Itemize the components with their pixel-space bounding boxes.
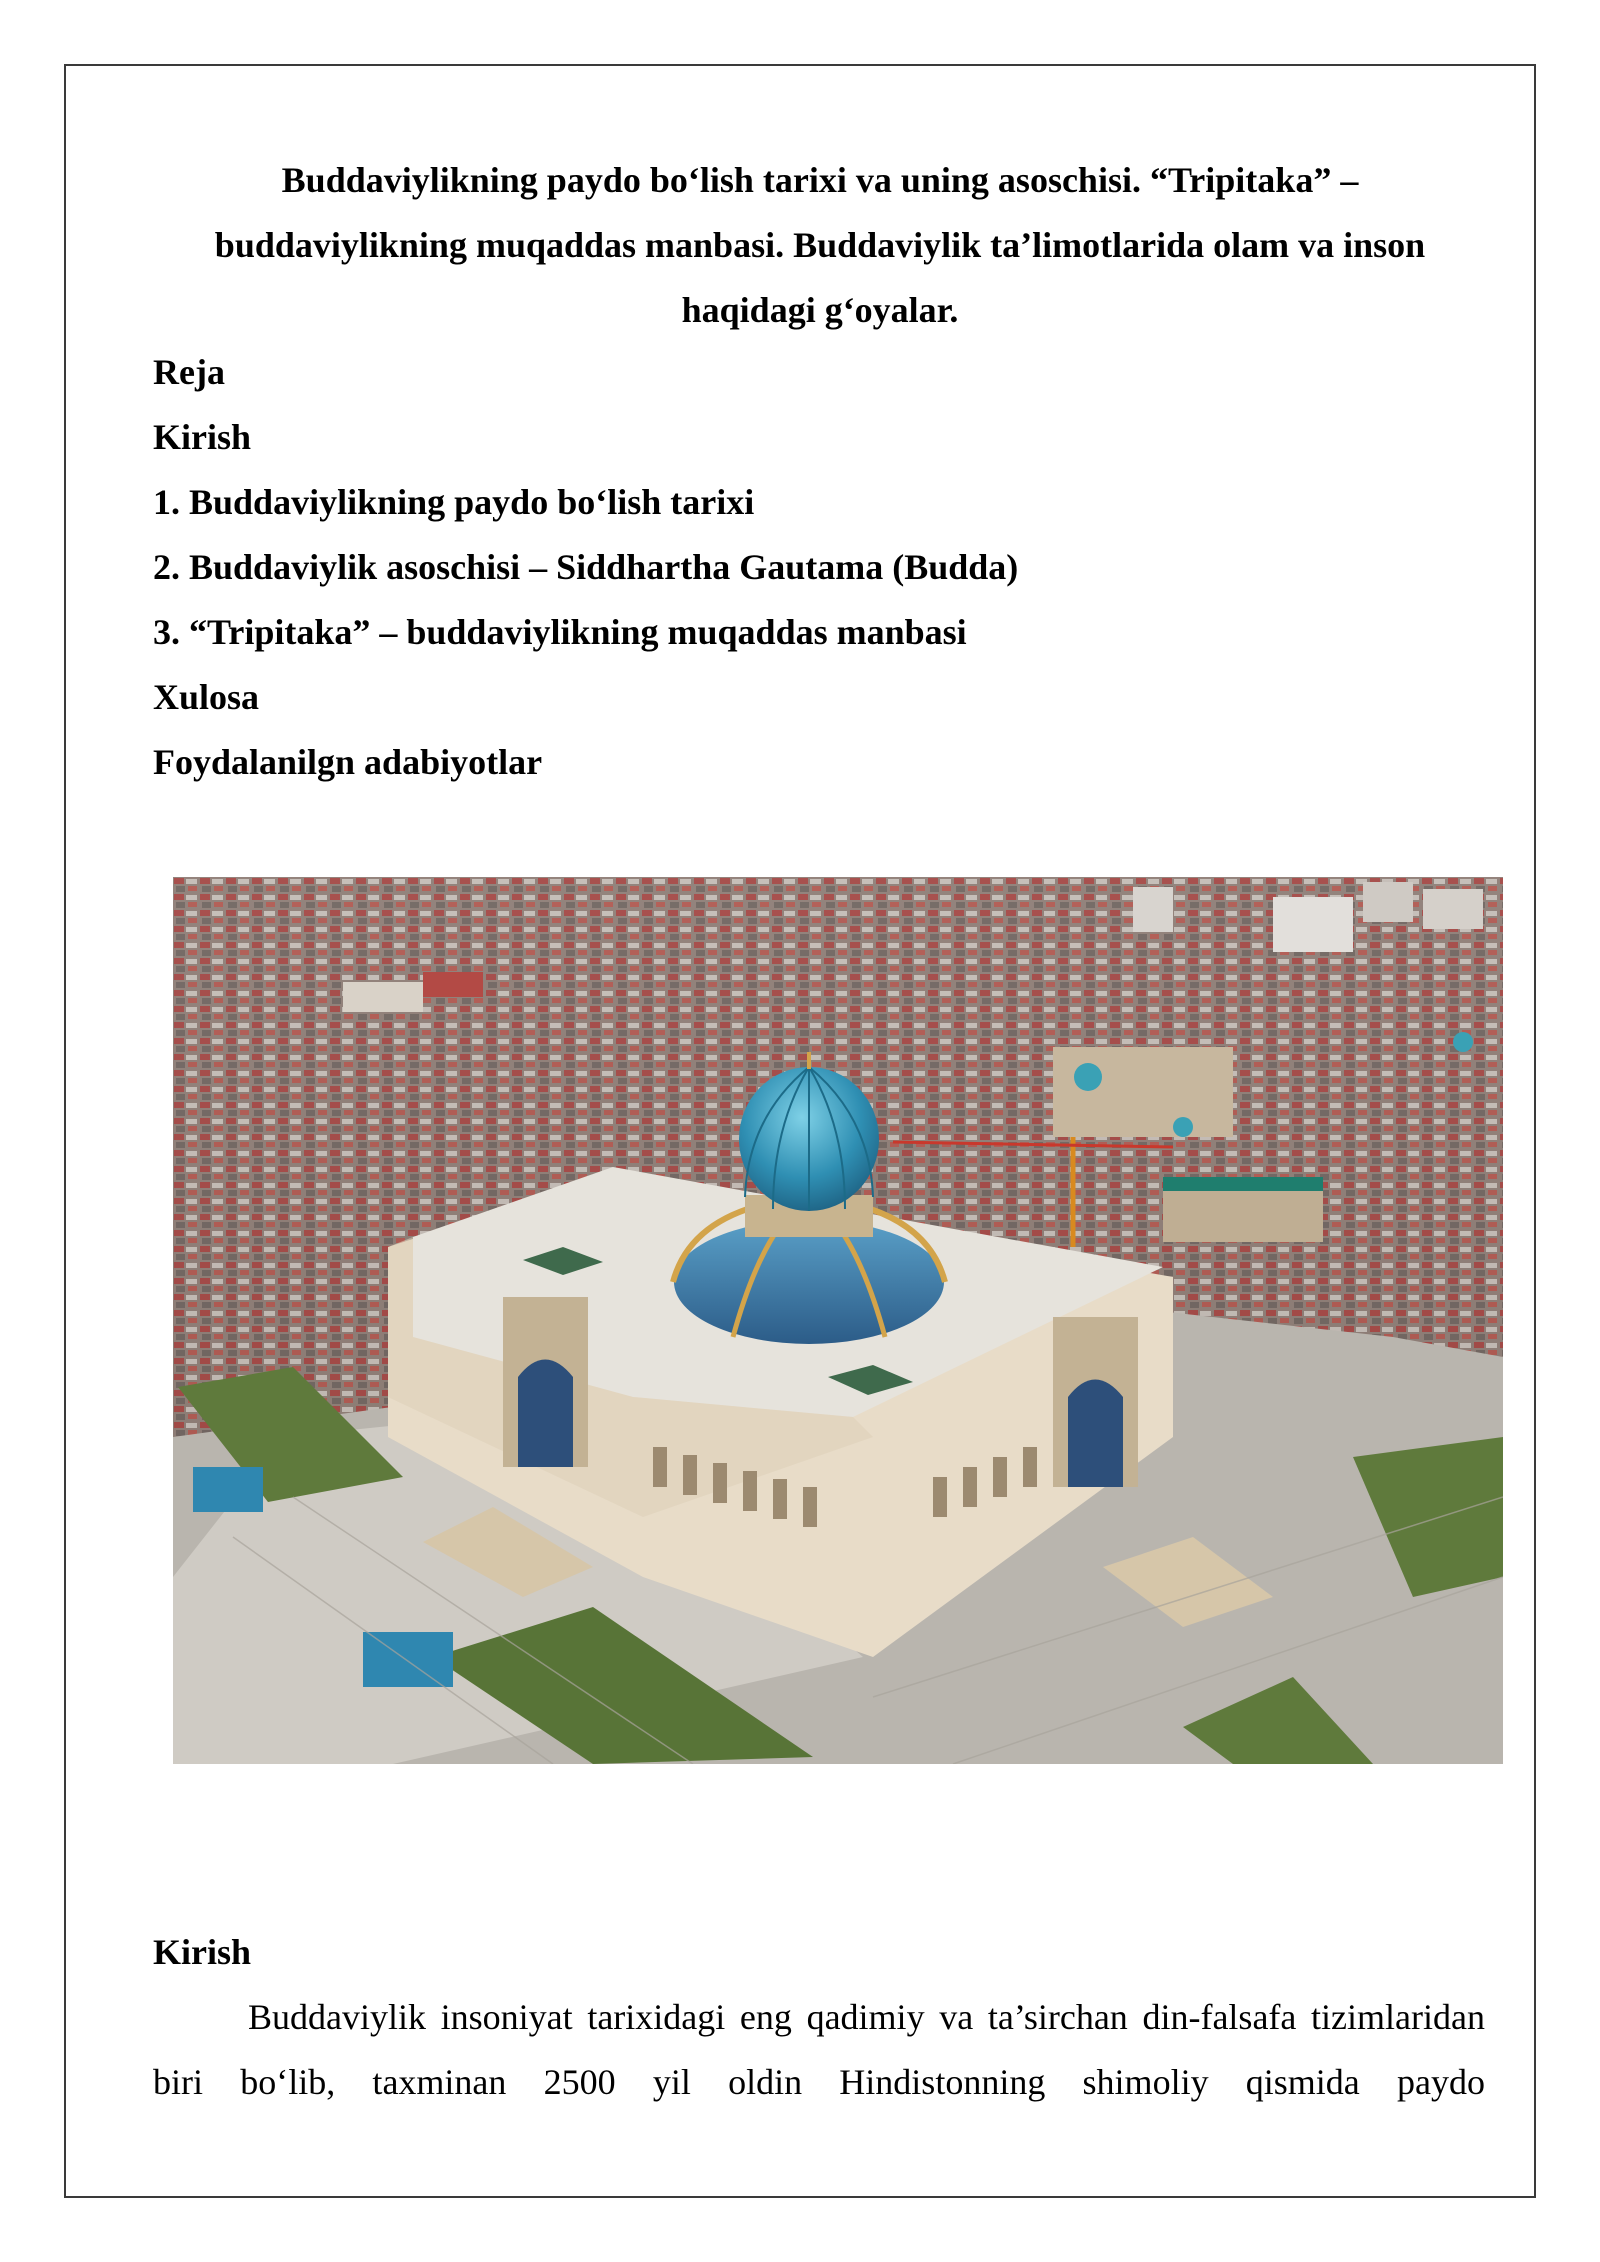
- outline-item-2: 2. Buddaviylik asoschisi – Siddhartha Gautama (Budda): [153, 547, 1019, 587]
- document-title: [150, 148, 1490, 343]
- plan-outline: [153, 340, 1018, 795]
- outline-item-reja: Reja: [153, 352, 225, 392]
- title-line-3: haqidagi g‘oyalar.: [681, 290, 959, 330]
- aerial-mosque-photo: [173, 877, 1503, 1764]
- outline-item-xulosa: Xulosa: [153, 677, 260, 717]
- outline-item-3: 3. “Tripitaka” – buddaviylikning muqaddas manbasi: [153, 612, 967, 652]
- section-heading-kirish: Kirish: [153, 1932, 252, 1972]
- title-line-1: Buddaviylikning paydo bo‘lish tarixi va uning asoschisi. “Tripitaka” –: [281, 160, 1359, 200]
- outline-item-kirish: Kirish: [153, 417, 252, 457]
- intro-paragraph-text: Buddaviylik insoniyat tarixidagi eng qadimiy va ta’sirchan din-falsafa tizimlaridan biri bo‘lib, taxminan 2500 yil oldin Hindistonning shimoliy qismida paydo: [153, 1997, 1485, 2102]
- outline-item-1: 1. Buddaviylikning paydo bo‘lish tarixi: [153, 482, 755, 522]
- intro-paragraph: [153, 1985, 1485, 2115]
- title-line-2: buddaviylikning muqaddas manbasi. Buddaviylik ta’limotlarida olam va inson: [214, 225, 1426, 265]
- outline-item-adabiyotlar: Foydalanilgn adabiyotlar: [153, 742, 543, 782]
